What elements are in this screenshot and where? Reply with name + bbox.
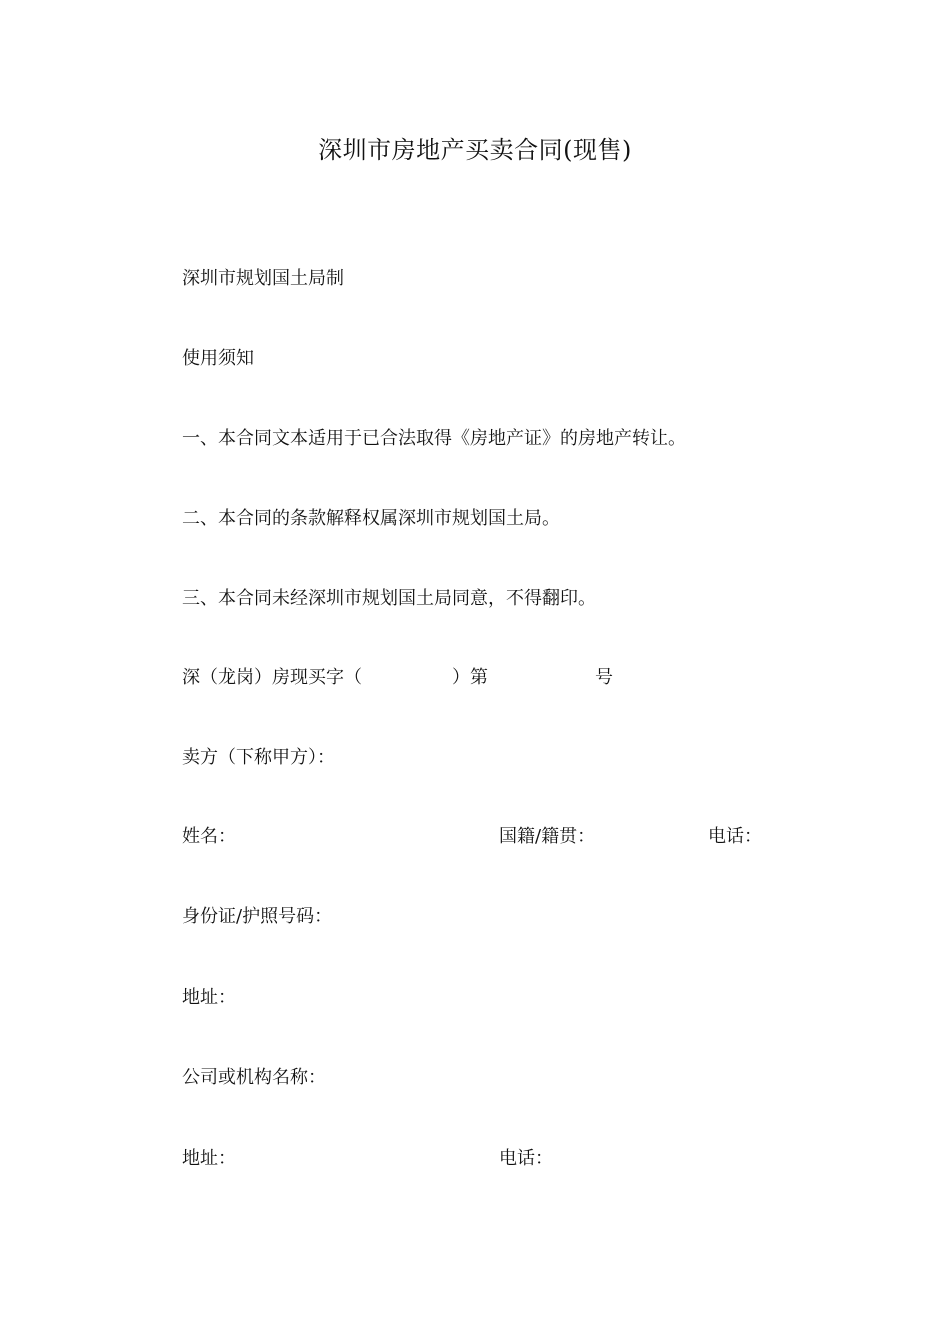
issuer-line: 深圳市规划国土局制 <box>182 268 344 289</box>
company-address-label: 地址： <box>182 1148 236 1169</box>
id-number-label: 身份证/护照号码： <box>182 906 333 927</box>
contract-number-suffix: 号 <box>595 667 613 688</box>
contract-number-prefix: 深（龙岗）房现买字（ <box>182 667 362 688</box>
notice-item-1: 一、本合同文本适用于已合法取得《房地产证》的房地产转让。 <box>182 428 686 449</box>
company-name-label: 公司或机构名称： <box>182 1067 326 1088</box>
contract-number-middle: ）第 <box>452 667 488 688</box>
document-title: 深圳市房地产买卖合同(现售) <box>318 136 632 164</box>
notice-item-2: 二、本合同的条款解释权属深圳市规划国土局。 <box>182 508 560 529</box>
seller-heading: 卖方（下称甲方）： <box>182 747 335 768</box>
notice-heading: 使用须知 <box>182 348 254 369</box>
company-phone-label: 电话： <box>499 1148 553 1169</box>
name-label: 姓名： <box>182 826 236 847</box>
nationality-label: 国籍/籍贯： <box>499 826 596 847</box>
address-label: 地址： <box>182 987 236 1008</box>
phone-label: 电话： <box>708 826 762 847</box>
notice-item-3: 三、本合同未经深圳市规划国土局同意，不得翻印。 <box>182 588 596 609</box>
